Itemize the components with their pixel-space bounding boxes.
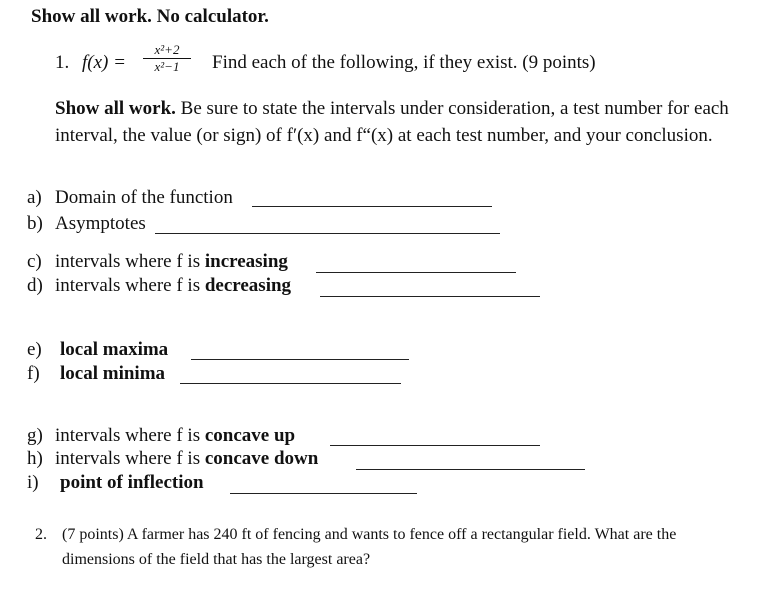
item-g-bold: concave up xyxy=(204,425,296,446)
item-i-letter: i) xyxy=(27,472,39,493)
page-instruction: Show all work. No calculator. xyxy=(31,6,269,27)
item-b-text: Asymptotes xyxy=(55,213,146,234)
item-e-bold: local maxima xyxy=(60,339,169,360)
item-f-bold: local minima xyxy=(60,363,166,384)
item-c-bold: increasing xyxy=(204,251,288,272)
item-a-answer-line[interactable] xyxy=(252,206,492,207)
fraction-denominator: x²−1 xyxy=(154,59,180,74)
function-lhs: f(x) = xyxy=(82,52,126,73)
item-d-bold: decreasing xyxy=(204,275,292,296)
item-e-letter: e) xyxy=(27,339,42,360)
problem-1-number: 1. xyxy=(55,52,70,73)
item-f-letter: f) xyxy=(27,363,40,384)
fraction-numerator: x²+2 xyxy=(154,42,180,57)
problem-2-number: 2. xyxy=(35,526,47,543)
item-h-answer-line[interactable] xyxy=(356,469,585,470)
item-e xyxy=(27,339,168,361)
problem-2-text: (7 points) A farmer has 240 ft of fencing and wants to fence off a rectangular field. What are the dimensions of the field that has the largest area? xyxy=(62,526,677,568)
item-i xyxy=(27,472,204,494)
item-h-text: intervals where f is xyxy=(55,448,205,469)
item-i-bold: point of inflection xyxy=(60,472,204,493)
item-e-answer-line[interactable] xyxy=(191,359,409,360)
item-a-text: Domain of the function xyxy=(55,187,233,208)
show-work-paragraph xyxy=(55,95,745,149)
item-a xyxy=(27,187,233,209)
show-work-text: Be sure to state the intervals under consideration, a test number for each interval, the value (or sign) of f′(x) and f“(x) at each test number, and your conclusion. xyxy=(55,98,729,146)
show-work-bold: Show all work. xyxy=(55,98,176,119)
item-b-letter: b) xyxy=(27,213,43,234)
item-g-text: intervals where f is xyxy=(55,425,205,446)
item-g xyxy=(27,425,295,447)
item-c-letter: c) xyxy=(27,251,42,272)
item-c xyxy=(27,251,288,273)
item-h xyxy=(27,448,318,470)
item-b xyxy=(27,213,146,235)
item-b-answer-line[interactable] xyxy=(155,233,500,234)
item-d xyxy=(27,275,291,297)
item-d-answer-line[interactable] xyxy=(320,296,540,297)
item-h-bold: concave down xyxy=(204,448,319,469)
problem-1-header xyxy=(55,52,126,74)
item-d-text: intervals where f is xyxy=(55,275,205,296)
function-fraction xyxy=(143,43,191,74)
item-g-answer-line[interactable] xyxy=(330,445,540,446)
item-g-letter: g) xyxy=(27,425,43,446)
item-c-answer-line[interactable] xyxy=(316,272,516,273)
item-f-answer-line[interactable] xyxy=(180,383,401,384)
item-i-answer-line[interactable] xyxy=(230,493,417,494)
item-d-letter: d) xyxy=(27,275,43,296)
item-a-letter: a) xyxy=(27,187,42,208)
item-h-letter: h) xyxy=(27,448,43,469)
item-f xyxy=(27,363,165,385)
problem-1-prompt: Find each of the following, if they exist. (9 points) xyxy=(212,52,596,73)
item-c-text: intervals where f is xyxy=(55,251,205,272)
